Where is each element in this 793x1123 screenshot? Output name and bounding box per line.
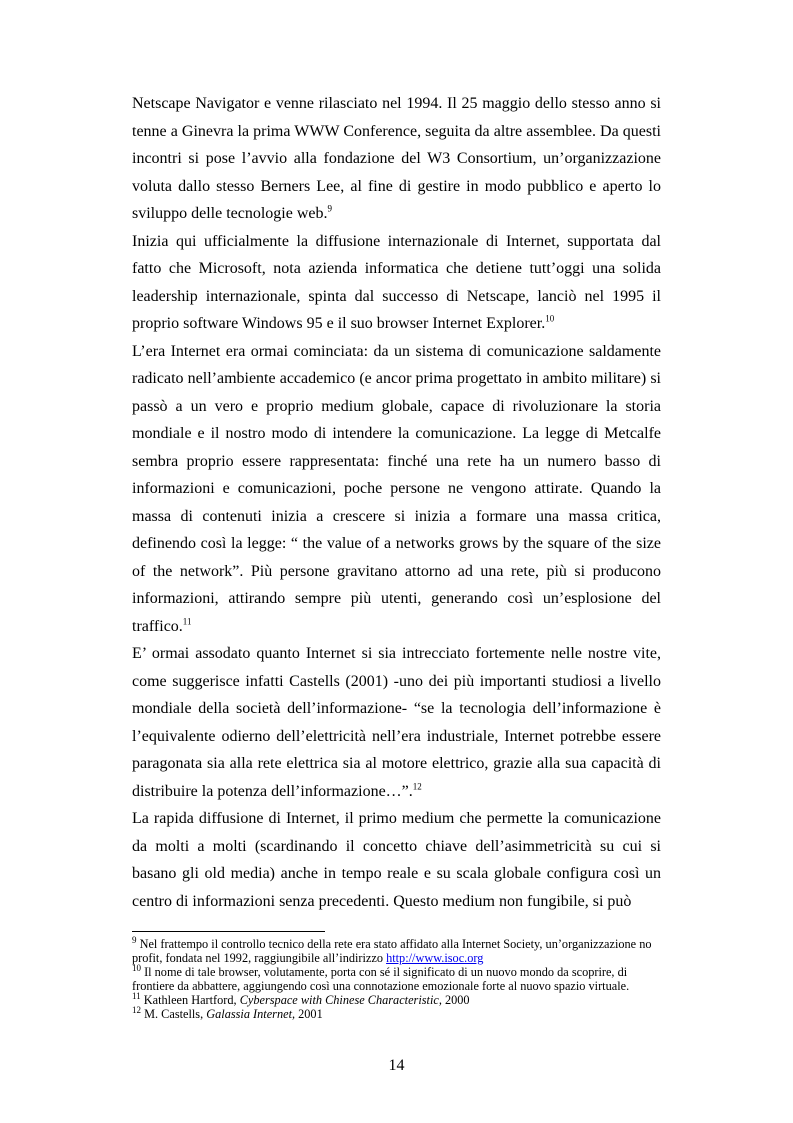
body-text <box>132 90 661 915</box>
footnote-10: $^{10}$ Il nome di tale browser, volutamente, porta con sé il significato di un nuovo mondo da scoprire, di frontiere da abbattere, aggiungendo così una connotazione emozionale forte al nuovo spazio virtuale. <box>132 962 630 993</box>
footnotes <box>132 934 661 1021</box>
footnote-ref-9[interactable]: 9 <box>327 203 333 214</box>
footnote-9: $^9$ Nel frattempo il controllo tecnico della rete era stato affidato alla Internet Society, un’organizzazione no profit, fondata nel 1992, raggiungibile all’indirizzo http://www.isoc.org <box>132 934 652 965</box>
paragraph-2: Inizia qui ufficialmente la diffusione internazionale di Internet, supportata dal fatto che Microsoft, nota azienda informatica che detiene tutt’oggi una solida leadership internazionale, spinta dal successo di Netscape, lanciò nel 1995 il proprio software Windows 95 e il suo browser Internet Explorer.$^{10}$ <box>132 232 661 332</box>
paragraph-4: E’ ormai assodato quanto Internet si sia intrecciato fortemente nelle nostre vite, come suggerisce infatti Castells (2001) -uno dei più importanti studiosi a livello mondiale della società dell’informazione- “se la tecnologia dell’informazione è l’equivalente odierno dell’elettricità nell’era industriale, Internet potrebbe essere paragonata sia alla rete elettrica sia al motore elettrico, grazie alla sua capacità di distribuire la potenza dell’informazione…”.$^{12}$ <box>132 645 661 800</box>
footnote-ref-12[interactable]: 12 <box>412 781 422 792</box>
footnote-ref-11[interactable]: 11 <box>182 616 192 627</box>
page-number: 14 <box>388 1057 405 1074</box>
footnote-12: $^{12}$ M. Castells, Galassia Internet, 2001 <box>132 1004 323 1021</box>
paragraph-5: La rapida diffusione di Internet, il primo medium che permette la comunicazione da molti a molti (scardinando il concetto chiave dell’asimmetricità su cui si basano gli old media) anche in tempo reale e su scala globale configura così un centro di informazioni senza precedenti. Questo medium non fungibile, si può <box>132 810 661 910</box>
footnote-separator <box>132 931 325 932</box>
isoc-link[interactable]: http://www.isoc.org <box>386 951 484 965</box>
footnote-11: $^{11}$ Kathleen Hartford, Cyberspace with Chinese Characteristic, 2000 <box>132 990 470 1007</box>
paragraph-3: L’era Internet era ormai cominciata: da un sistema di comunicazione saldamente radicato nell’ambiente accademico (e ancor prima progettato in ambito militare) si passò a un vero e proprio medium globale, capace di rivoluzionare la storia mondiale e il nostro modo di intendere la comunicazione. La legge di Metcalfe sembra proprio essere rappresentata: finché una rete ha un numero basso di informazioni e comunicazioni, poche persone ne vengono attirate. Quando la massa di contenuti inizia a crescere si inizia a formare una massa critica, definendo così la legge: “ the value of a networks grows by the square of the size of the network”. Più persone gravitano attorno ad una rete, più si producono informazioni, attirando sempre più utenti, generando così un’esplosione del traffico.$^{11}$ <box>132 342 661 635</box>
paragraph-1: Netscape Navigator e venne rilasciato nel 1994. Il 25 maggio dello stesso anno si tenne a Ginevra la prima WWW Conference, seguita da altre assemblee. Da questi incontri si pose l’avvio alla fondazione del W3 Consortium, un’organizzazione voluta dallo stesso Berners Lee, al fine di gestire in modo pubblico e aperto lo sviluppo delle tecnologie web.$^9$ <box>132 95 661 222</box>
footnote-ref-10[interactable]: 10 <box>545 313 555 324</box>
